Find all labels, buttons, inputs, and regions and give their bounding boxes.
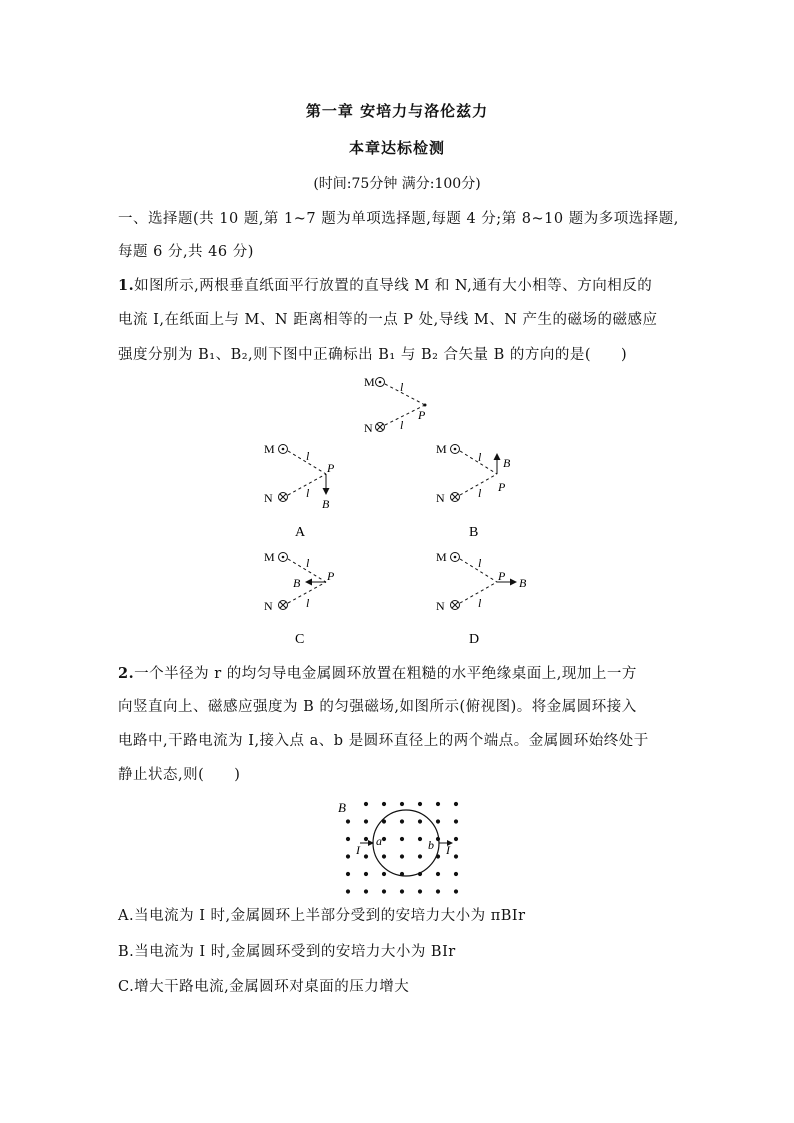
field-dot (364, 819, 368, 823)
section-heading-line1: 一、选择题(共 10 题,第 1~7 题为单项选择题,每题 4 分;第 8~10 题为多项选择题, (118, 211, 679, 227)
q2-choice-a: A.当电流为 I 时,金属圆环上半部分受到的安培力大小为 πBIr (118, 908, 526, 924)
q1-line2: 电流 I,在纸面上与 M、N 距离相等的一点 P 处,导线 M、N 产生的磁场的磁感应 (118, 312, 658, 328)
q1-figure-d (436, 550, 527, 647)
field-dot (418, 837, 422, 841)
label-N: N (364, 421, 373, 435)
field-dot (346, 854, 350, 858)
svg-text:l: l (478, 596, 482, 610)
svg-text:P: P (498, 480, 506, 494)
q2-choice-c: C.增大干路电流,金属圆环对桌面的压力增大 (118, 979, 410, 995)
exam-meta: (时间:75分钟 满分:100分) (313, 176, 481, 192)
field-dot (346, 837, 350, 841)
q1-figure-a (264, 442, 335, 540)
label-I-in: I (356, 843, 360, 857)
svg-text:M: M (436, 442, 447, 456)
field-dot (364, 872, 368, 876)
option-a-label: A (295, 525, 306, 540)
field-dot (400, 837, 404, 841)
field-dot (436, 872, 440, 876)
q2-choice-b: B.当电流为 I 时,金属圆环受到的安培力大小为 BIr (118, 944, 456, 960)
label-I-out: I (446, 843, 450, 857)
svg-text:N: N (436, 599, 445, 613)
svg-text:B: B (293, 576, 301, 590)
label-field-B: B (338, 800, 346, 815)
field-dot (364, 854, 368, 858)
label-P: P (418, 408, 426, 422)
svg-text:P: P (498, 569, 506, 583)
svg-text:l: l (478, 486, 482, 500)
field-dot (400, 819, 404, 823)
field-dot (436, 889, 440, 893)
svg-text:l: l (306, 596, 310, 610)
field-dot (400, 854, 404, 858)
q1-figure-b (436, 442, 511, 540)
field-dot (454, 854, 458, 858)
field-dot (382, 854, 386, 858)
svg-text:B: B (322, 497, 330, 511)
section-heading-line2: 每题 6 分,共 46 分) (118, 244, 254, 260)
field-dot (418, 889, 422, 893)
svg-text:N: N (436, 491, 445, 505)
svg-text:l: l (400, 380, 404, 394)
q2-text-1: 一个半径为 r 的均匀导电金属圆环放置在粗糙的水平绝缘桌面上,现加上一方 (134, 666, 637, 682)
q2-figure (330, 790, 470, 894)
label-a: a (376, 834, 382, 848)
q1-figure-c (264, 550, 335, 647)
svg-text:M: M (436, 550, 447, 564)
option-c-label: C (295, 632, 305, 647)
option-b-label: B (469, 525, 479, 540)
q1-text-1: 如图所示,两根垂直纸面平行放置的直导线 M 和 N,通有大小相等、方向相反的 (134, 278, 653, 294)
field-dot (454, 872, 458, 876)
field-dot (364, 889, 368, 893)
svg-text:l: l (400, 418, 404, 432)
field-dot (454, 889, 458, 893)
label-M: M (364, 375, 375, 389)
field-dot (364, 802, 368, 806)
svg-text:l: l (478, 450, 482, 464)
q1-number: 1. (118, 277, 135, 294)
svg-text:P: P (327, 569, 335, 583)
field-dot (382, 889, 386, 893)
q1-main-figure (364, 375, 427, 435)
field-dot (364, 837, 368, 841)
field-dot (436, 819, 440, 823)
magnetic-field-dots (346, 802, 458, 894)
svg-text:B: B (503, 456, 511, 470)
svg-text:l: l (306, 556, 310, 570)
svg-text:N: N (264, 491, 273, 505)
section-title: 本章达标检测 (348, 139, 445, 157)
q2-line2: 向竖直向上、磁感应强度为 B 的匀强磁场,如图所示(俯视图)。将金属圆环接入 (118, 699, 637, 715)
svg-text:M: M (264, 442, 275, 456)
chapter-title: 第一章 安培力与洛伦兹力 (305, 102, 489, 120)
svg-text:M: M (264, 550, 275, 564)
field-dot (346, 819, 350, 823)
field-dot (418, 819, 422, 823)
svg-text:P: P (327, 461, 335, 475)
field-dot (346, 889, 350, 893)
label-b: b (428, 838, 434, 852)
field-dot (454, 802, 458, 806)
field-dot (382, 837, 386, 841)
option-d-label: D (469, 632, 480, 647)
field-dot (400, 889, 404, 893)
field-dot (418, 802, 422, 806)
svg-text:l: l (306, 486, 310, 500)
q2-line1 (118, 662, 637, 683)
q2-line3: 电路中,干路电流为 I,接入点 a、b 是圆环直径上的两个端点。金属圆环始终处于 (118, 733, 649, 749)
q1-line3: 强度分别为 B₁、B₂,则下图中正确标出 B₁ 与 B₂ 合矢量 B 的方向的是( ) (118, 347, 628, 363)
svg-text:l: l (478, 556, 482, 570)
field-dot (454, 819, 458, 823)
q2-line4: 静止状态,则( ) (118, 767, 241, 783)
field-dot (418, 854, 422, 858)
field-dot (382, 802, 386, 806)
q2-number: 2. (118, 665, 135, 682)
field-dot (400, 802, 404, 806)
svg-text:l: l (306, 449, 310, 463)
svg-text:B: B (519, 576, 527, 590)
field-dot (346, 872, 350, 876)
field-dot (382, 872, 386, 876)
field-dot (436, 802, 440, 806)
field-dot (454, 837, 458, 841)
svg-text:N: N (264, 599, 273, 613)
